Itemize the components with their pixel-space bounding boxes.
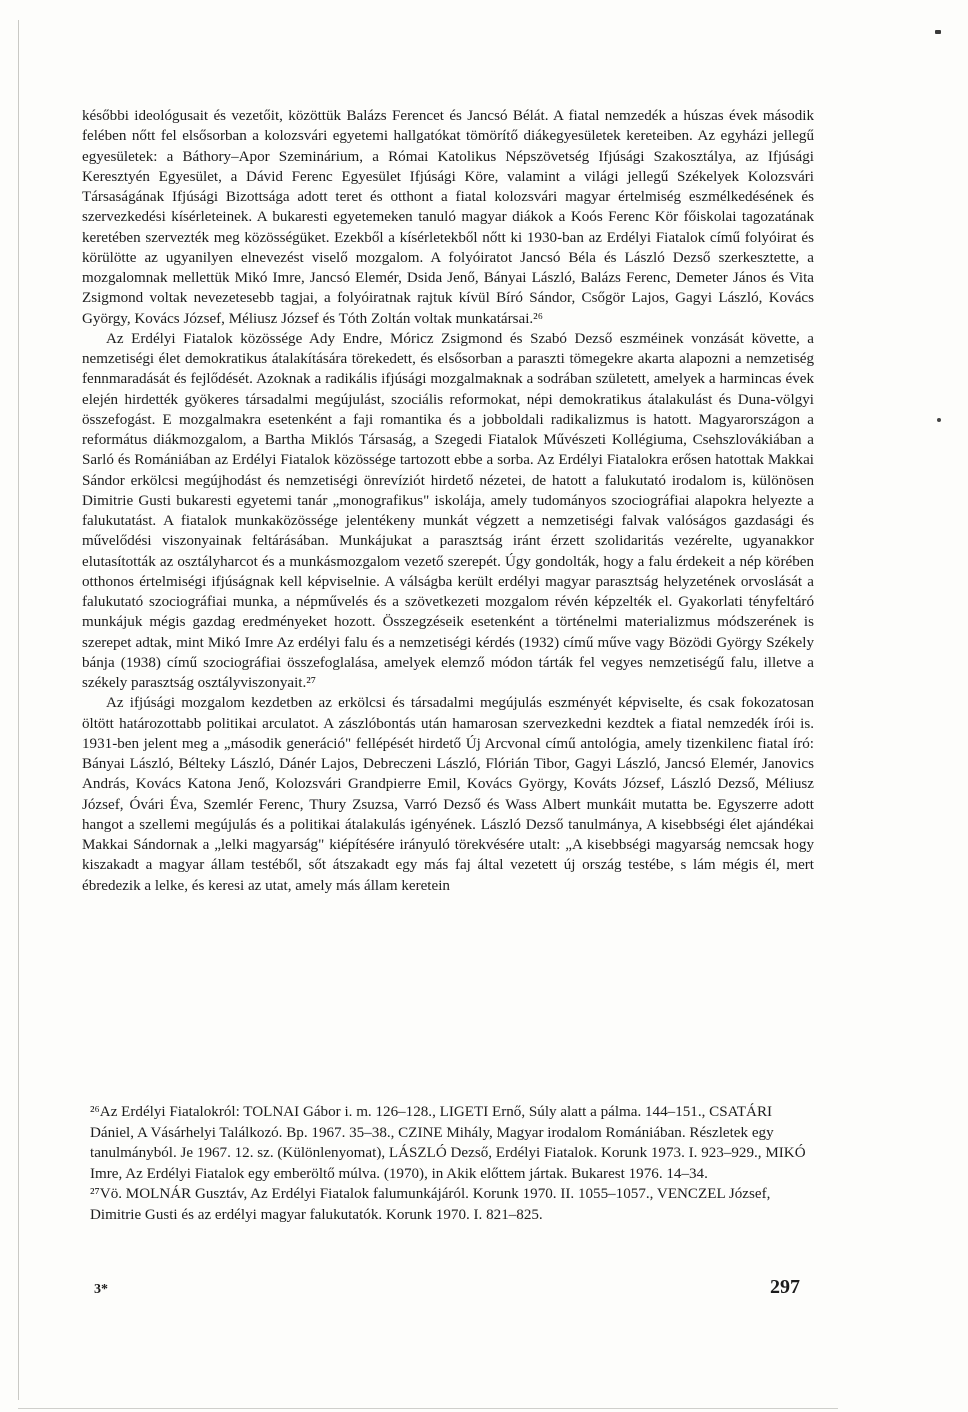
page-number: 297 (770, 1276, 800, 1298)
scan-speck (937, 418, 941, 422)
scan-edge-bottom (18, 1408, 838, 1409)
signature-mark: 3* (94, 1282, 108, 1297)
footnote-27: ²⁷Vö. MOLNÁR Gusztáv, Az Erdélyi Fiatalok falumunkájáról. Korunk 1970. II. 1055–1057., VENCZEL József, Dimitrie Gusti és az erdélyi magyar falukutatók. Korunk 1970. I. 821–825. (90, 1186, 771, 1223)
scan-mark (935, 30, 941, 34)
main-text (82, 106, 814, 896)
paragraph-1: későbbi ideológusait és vezetőit, közöttük Balázs Ferencet és Jancsó Bélát. A fiatal nemzedék a húszas évek második felében nőtt fel elsősorban a kolozsvári egyetemi hallgatókat tömörítő diákegyesületek kereteiben. Az egyházi jellegű egyesületek: a Báthory–Apor Szeminárium, a Római Katolikus Népszövetség Ifjúsági Szakosztálya, az Ifjúsági Keresztyén Egyesület, a Dávid Ferenc Egyesület Ifjúsági Köre, valamint a világi jellegű Székelyek Kolozsvári Társaságának Ifjúsági Bizottsága adott teret és otthont a fiatal kolozsvári magyar értelmiség eszmélkedésének és szervezkedési kísérleteinek. A bukaresti egyetemeken tanuló magyar diákok a Koós Ferenc Kör főiskolai tagozatának keretében szervezték meg közösségüket. Ezekből a kísérletekből nőtt ki 1930-ban az Erdélyi Fiatalok című folyóirat és körülötte az ugyanilyen elnevezést viselő mozgalom. A folyóiratot Jancsó Béla és László Dezső szerkesztette, a mozgalomnak mellettük Mikó Imre, Jancsó Elemér, Dsida Jenő, Bányai László, Balázs Ferenc, Demeter János és Vita Zsigmond voltak nevezetesebb tagjai, a folyóiratnak rajtuk kívül Bíró Sándor, Csőgör Lajos, Gagyi László, Kovács György, Kovács József, Méliusz József és Tóth Zoltán voltak munkatársai.²⁶ (82, 108, 814, 327)
footnote-26: ²⁶Az Erdélyi Fiatalokról: TOLNAI Gábor i. m. 126–128., LIGETI Ernő, Súly alatt a pálma. 144–151., CSATÁRI Dániel, A Vásárhelyi Találkozó. Bp. 1967. 35–38., CZINE Mihály, Magyar irodalom Romániában. Részletek egy tanulmányból. Je 1967. 12. sz. (Különlenyomat), LÁSZLÓ Dezső, Erdélyi Fiatalok. Korunk 1973. I. 923–929., MIKÓ Imre, Az Erdélyi Fiatalok egy emberöltő múlva. (1970), in Akik előttem jártak. Bukarest 1976. 14–34. (90, 1104, 806, 1182)
paragraph-3: Az ifjúsági mozgalom kezdetben az erkölcsi és társadalmi megújulás eszményét képviselte, és csak fokozatosan öltött határozottabb politikai arculatot. A zászlóbontás után hamarosan szervezkedni kezdtek a fiatal nemzedék írói is. 1931-ben jelent meg a „második generáció" fellépését hirdető Új Arcvonal című antológia, amely tizenkilenc fiatal író: Bányai László, Bélteky László, Dánér Lajos, Debreczeni László, Flórián Tibor, Gagyi László, Jancsó Elemér, Janovics András, Kovács Katona Jenő, Kolozsvári Grandpierre Emil, Kovács György, Kováts József, László Dezső, Méliusz József, Óvári Éva, Szemlér Ferenc, Thury Zsuzsa, Varró Dezső és Wass Albert munkáit mutatta be. Egyszerre adott hangot a szellemi megújulás és a politikai átalakulás igényének. László Dezső tanulmánya, A kisebbségi élet ajándékai Makkai Sándornak a „lelki magyarság" kiépítésére irányuló törekvésére utalt: „A kisebbségi magyarság nemcsak hogy kiszakadt a magyar állam testéből, sőt átszakadt egy más faj által vezetett új ország testébe, s lám mégis él, mert ébredezik a lelke, és keresi az utat, amely más állam keretein (82, 695, 814, 894)
scan-edge-left (18, 20, 19, 1400)
paragraph-2: Az Erdélyi Fiatalok közössége Ady Endre, Móricz Zsigmond és Szabó Dezső eszméinek vonzását követte, a nemzetiségi élet demokratikus átalakítására törekedett, és elsősorban a paraszti tömegekre akarta alapozni a nemzetiség fennmaradását és fejlődését. Azoknak a radikális ifjúsági mozgalmaknak a sodrában született, amelyek a harmincas évek elején hirdették gyökeres társadalmi megújulást, szociális reformokat, népi demokratikus átalakulást és Duna-völgyi összefogást. E mozgalmakra esetenként a faji romantika és a jobboldali radikalizmus is hatott. Magyarországon a református diákmozgalom, a Bartha Miklós Társaság, a Szegedi Fiatalok Művészeti Kollégiuma, Csehszlovákiában a Sarló és Romániában az Erdélyi Fiatalok közössége tartozott ebbe a sorba. Az Erdélyi Fiatalokra erősen hatottak Makkai Sándor erkölcsi megújhodást és nemzetiségi önrevíziót hirdető nézetei, de hatott a falukutató irodalom is, különösen Dimitrie Gusti bukaresti egyetemi tanár „monografikus" iskolája, amely tudományos szociográfiai alapokra helyezte a falukutatást. A fiatalok munkaközössége jelentékeny munkát végzett a nemzetiségi falvak valóságos gazdasági és művelődési viszonyainak feltárásában. Munkájukat a parasztság iránt érzett szolidaritás vezérelte, ugyanakkor elutasították az osztályharcot és a munkásmozgalom vezető szerepét. Úgy gondolták, hogy a falu érdekeit a nép körében otthonos értelmiségi ifjúságnak kell képviselnie. A válságba került erdélyi magyar parasztság helyzetének orvoslását a falukutató szociográfiai munka, a népművelés és a szövetkezeti mozgalom révén képzelték el. Gyakorlati tényfeltáró munkájuk mégis gazdag eredményeket hozott. Összegzéseik esetenként a történelmi materializmus módszerének is szerepet adtak, mint Mikó Imre Az erdélyi falu és a nemzetiségi kérdés (1932) című műve vagy Bözödi György Székely bánja (1938) című szociográfiai összefoglalása, amelyek elemző módon tárták fel vegyes nemzetiségű falu, illetve a székely parasztság osztályviszonyait.²⁷ (82, 330, 814, 691)
footnotes (90, 1102, 814, 1225)
